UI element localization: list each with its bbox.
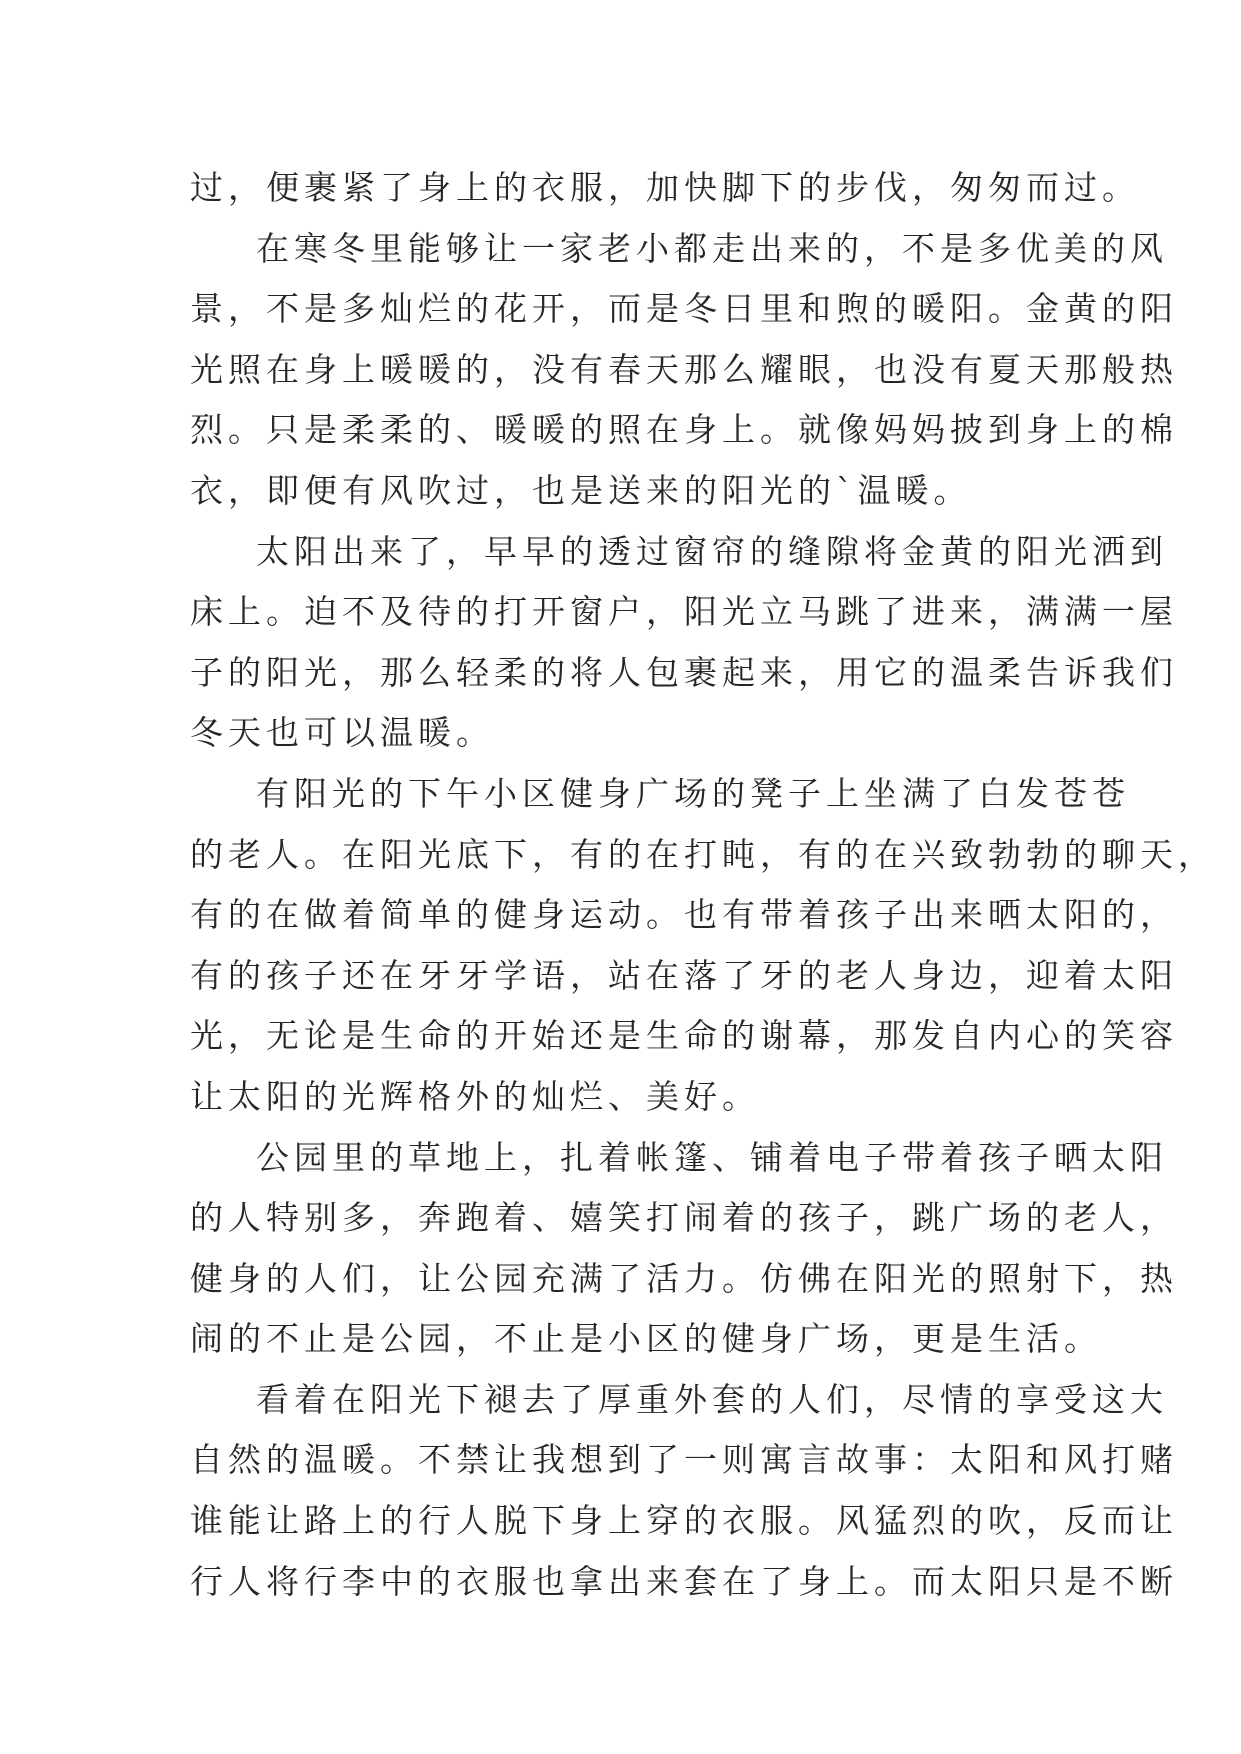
text-line: 子的阳光，那么轻柔的将人包裹起来，用它的温柔告诉我们 [190,652,1178,692]
text-line: 公园里的草地上，扎着帐篷、铺着电子带着孩子晒太阳 [256,1137,1168,1177]
text-line: 闹的不止是公园，不止是小区的健身广场，更是生活。 [190,1319,1102,1359]
text-line: 烈。只是柔柔的、暖暖的照在身上。就像妈妈披到身上的棉 [190,410,1178,450]
text-line: 有的在做着简单的健身运动。也有带着孩子出来晒太阳的， [190,895,1178,935]
text-line: 过，便裹紧了身上的衣服，加快脚下的步伐，匆匆而过。 [190,168,1140,207]
text-line: 看着在阳光下褪去了厚重外套的人们，尽情的享受这大 [256,1379,1168,1419]
text-line: 有的孩子还在牙牙学语，站在落了牙的老人身边，迎着太阳 [190,955,1178,995]
text-line: 景，不是多灿烂的花开，而是冬日里和煦的暖阳。金黄的阳 [190,289,1178,329]
text-line: 有阳光的下午小区健身广场的凳子上坐满了白发苍苍 [256,773,1130,813]
text-line: 衣，即便有风吹过，也是送来的阳光的`温暖。 [190,470,972,510]
document-body [190,158,1216,1612]
text-line: 的人特别多，奔跑着、嬉笑打闹着的孩子，跳广场的老人， [190,1198,1178,1238]
text-line: 光，无论是生命的开始还是生命的谢幕，那发自内心的笑容 [190,1016,1178,1056]
text-line: 的老人。在阳光底下，有的在打盹，有的在兴致勃勃的聊天， [190,834,1216,874]
text-line: 自然的温暖。不禁让我想到了一则寓言故事：太阳和风打赌 [190,1440,1178,1480]
text-line: 谁能让路上的行人脱下身上穿的衣服。风猛烈的吹，反而让 [190,1501,1178,1541]
text-line: 冬天也可以温暖。 [190,713,494,753]
text-line: 光照在身上暖暖的，没有春天那么耀眼，也没有夏天那般热 [190,349,1178,389]
text-line: 太阳出来了，早早的透过窗帘的缝隙将金黄的阳光洒到 [256,531,1168,571]
text-line: 健身的人们，让公园充满了活力。仿佛在阳光的照射下，热 [190,1258,1178,1298]
text-line: 让太阳的光辉格外的灿烂、美好。 [190,1076,760,1116]
text-line: 在寒冬里能够让一家老小都走出来的，不是多优美的风 [256,228,1168,268]
text-line: 床上。迫不及待的打开窗户，阳光立马跳了进来，满满一屋 [190,592,1178,632]
text-line: 行人将行李中的衣服也拿出来套在了身上。而太阳只是不断 [190,1561,1178,1601]
